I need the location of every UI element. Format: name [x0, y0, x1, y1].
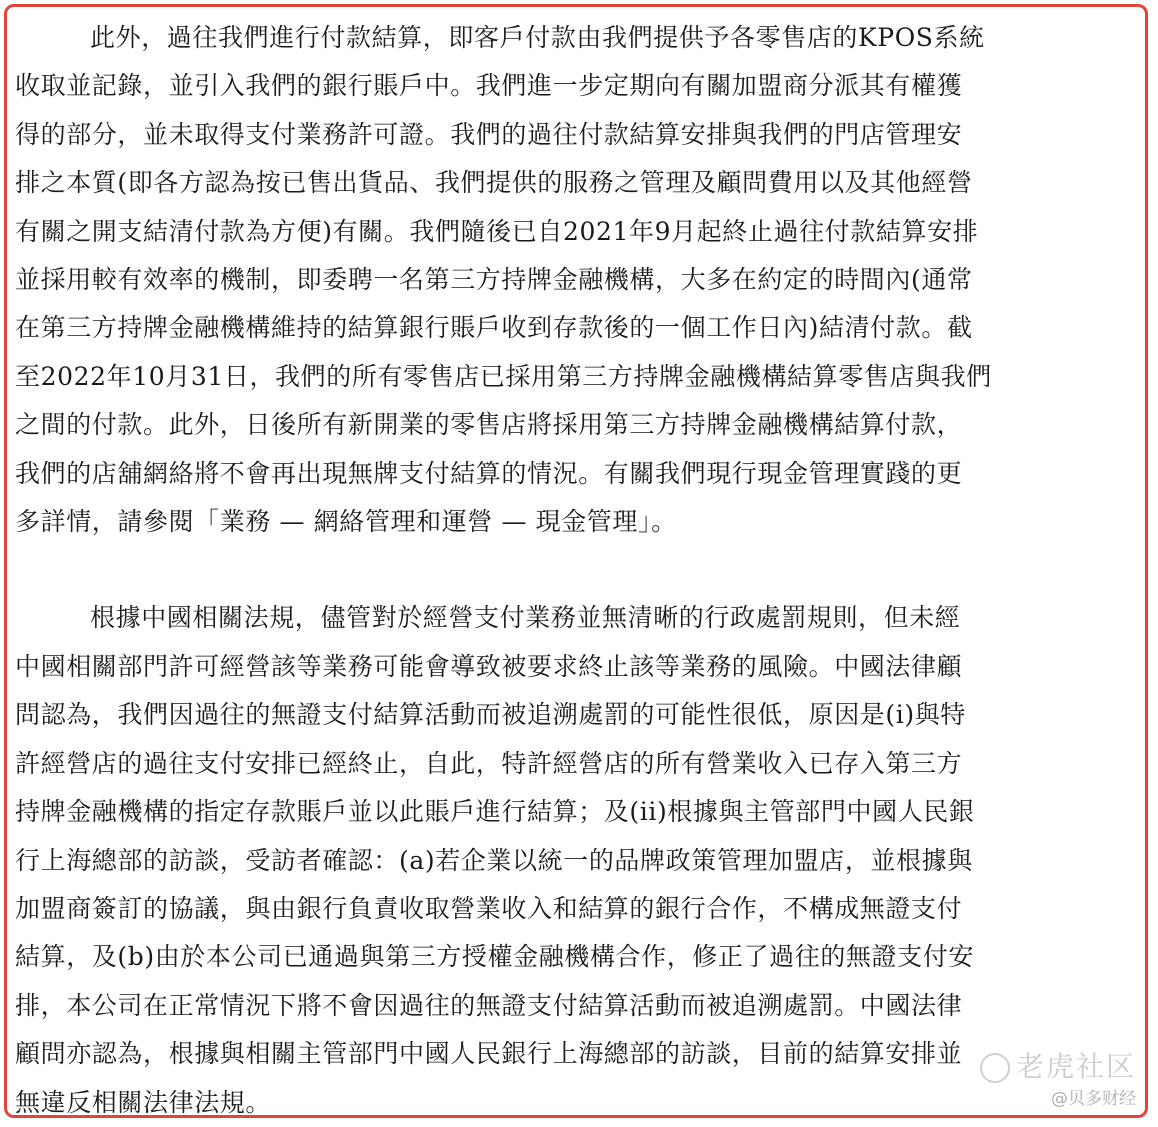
paragraph-line: 多詳情，請參閱「業務 — 網絡管理和運營 — 現金管理」。: [15, 507, 677, 537]
watermark-handle: @贝多财经: [1051, 1089, 1136, 1109]
paragraph-line: 此外，過往我們進行付款結算，即客戶付款由我們提供予各零售店的KPOS系統: [90, 23, 985, 52]
paragraph-line: 至2022年10月31日，我們的所有零售店已採用第三方持牌金融機構結算零售店與我們: [15, 361, 992, 391]
paragraph-line: 根據中國相關法規，儘管對於經營支付業務並無清晰的行政處罰規則，但未經: [90, 603, 961, 633]
paragraph-line: 排之本質(即各方認為按已售出貨品、我們提供的服務之管理及顧問費用以及其他經營: [15, 168, 973, 198]
paragraph-line: 排，本公司在正常情況下將不會因過往的無證支付結算活動而被追溯處罰。中國法律: [15, 990, 963, 1020]
paragraph-line: 問認為，我們因過往的無證支付結算活動而被追溯處罰的可能性很低，原因是(i)與特: [15, 700, 966, 730]
document-body: [15, 14, 1143, 1127]
paragraph-1: [15, 14, 1143, 546]
paragraph-line: 中國相關部門許可經營該等業務可能會導致被要求終止該等業務的風險。中國法律顧: [15, 651, 963, 681]
paragraph-line: 無違反相關法律法規。: [15, 1087, 272, 1117]
paragraph-line: 在第三方持牌金融機構維持的結算銀行賬戶收到存款後的一個工作日內)結清付款。截: [15, 313, 973, 343]
watermark: [980, 1050, 1136, 1110]
tiger-logo-icon: [980, 1053, 1010, 1083]
paragraph-line: 持牌金融機構的指定存款賬戶並以此賬戶進行結算；及(ii)根據與主管部門中國人民銀: [15, 797, 975, 827]
paragraph-2: [15, 594, 1143, 1126]
paragraph-line: 得的部分，並未取得支付業務許可證。我們的過往付款結算安排與我們的門店管理安: [15, 119, 963, 149]
paragraph-line: 行上海總部的訪談，受訪者確認：(a)若企業以統一的品牌政策管理加盟店，並根據與: [15, 845, 973, 875]
paragraph-line: 結算，及(b)由於本公司已通過與第三方授權金融機構合作，修正了過往的無證支付安: [15, 942, 974, 972]
paragraph-line: 許經營店的過往支付安排已經終止，自此，特許經營店的所有營業收入已存入第三方: [15, 748, 963, 778]
paragraph-line: 有關之開支結清付款為方便)有關。我們隨後已自2021年9月起終止過往付款結算安排: [15, 216, 979, 246]
paragraph-line: 並採用較有效率的機制，即委聘一名第三方持牌金融機構，大多在約定的時間內(通常: [15, 265, 973, 295]
paragraph-line: 我們的店舖網絡將不會再出現無牌支付結算的情況。有關我們現行現金管理實踐的更: [15, 458, 963, 488]
paragraph-line: 顧問亦認為，根據與相關主管部門中國人民銀行上海總部的訪談，目前的結算安排並: [15, 1039, 963, 1069]
paragraph-line: 之間的付款。此外，日後所有新開業的零售店將採用第三方持牌金融機構結算付款，: [15, 410, 963, 440]
watermark-brand: [980, 1050, 1136, 1084]
paragraph-line: 加盟商簽訂的協議，與由銀行負責收取營業收入和結算的銀行合作，不構成無證支付: [15, 893, 963, 923]
paragraph-spacer: [15, 546, 1143, 594]
paragraph-line: 收取並記錄，並引入我們的銀行賬戶中。我們進一步定期向有關加盟商分派其有權獲: [15, 71, 963, 101]
watermark-brand-text: 老虎社区: [1015, 1050, 1136, 1083]
